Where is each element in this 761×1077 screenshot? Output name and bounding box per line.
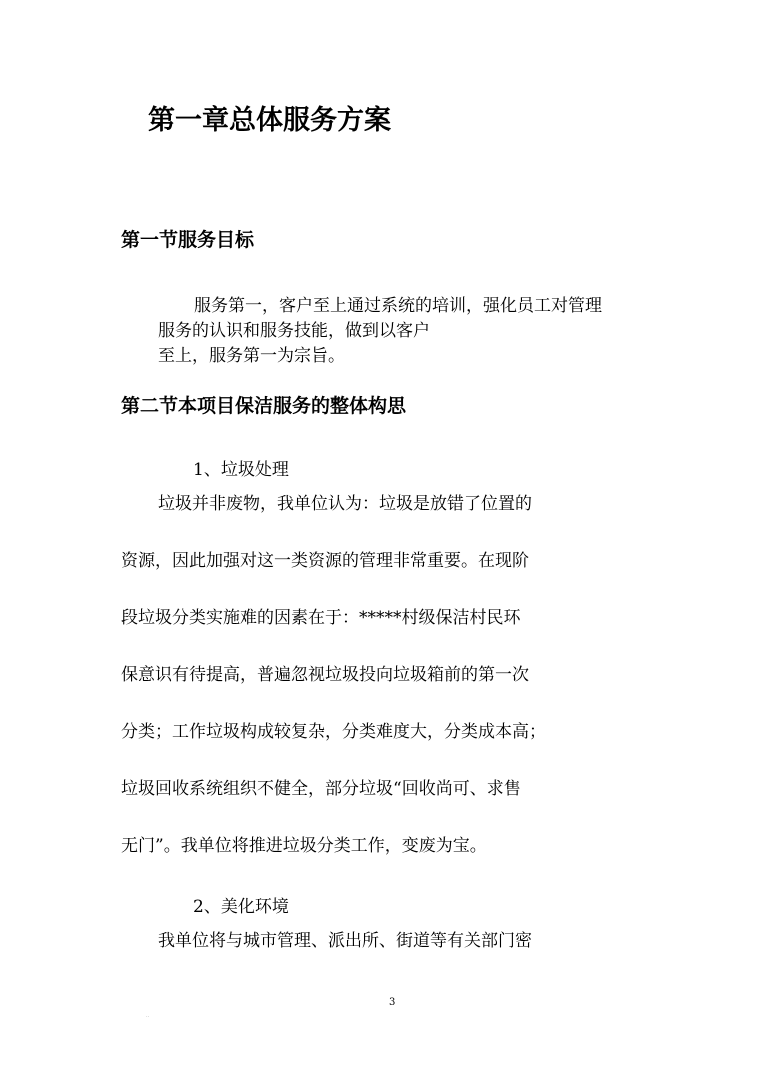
footer-mark: ..: [146, 1013, 150, 1019]
item-1-line: 分类；工作垃圾构成较复杂，分类难度大，分类成本高；: [121, 722, 546, 742]
chapter-title: 第一章总体服务方案: [148, 105, 391, 136]
page-number: 3: [389, 997, 396, 1008]
item-1-line: 垃圾并非废物，我单位认为：垃圾是放错了位置的: [158, 494, 532, 514]
item-1-line: 保意识有待提高，普遍忽视垃圾投向垃圾箱前的第一次: [121, 665, 529, 685]
section-1-paragraph-line: 服务第一，客户至上通过系统的培训，强化员工对管理: [194, 296, 602, 316]
section-2-title: 第二节本项目保洁服务的整体构思: [121, 395, 407, 417]
item-1-line: 无门”。我单位将推进垃圾分类工作，变废为宝。: [121, 836, 487, 856]
item-2-heading: 2、美化环境: [193, 897, 289, 917]
section-1-title: 第一节服务目标: [121, 229, 255, 251]
item-1-line: 资源，因此加强对这一类资源的管理非常重要。在现阶: [121, 551, 529, 571]
item-1-heading: 1、垃圾处理: [193, 460, 289, 480]
section-1-paragraph-line: 服务的认识和服务技能，做到以客户: [158, 321, 430, 341]
item-1-line: 段垃圾分类实施难的因素在于：*****村级保洁村民环: [121, 608, 521, 628]
section-1-paragraph-line: 至上，服务第一为宗旨。: [158, 346, 345, 366]
item-2-line: 我单位将与城市管理、派出所、街道等有关部门密: [158, 931, 532, 951]
item-1-line: 垃圾回收系统组织不健全，部分垃圾“回收尚可、求售: [121, 779, 521, 799]
